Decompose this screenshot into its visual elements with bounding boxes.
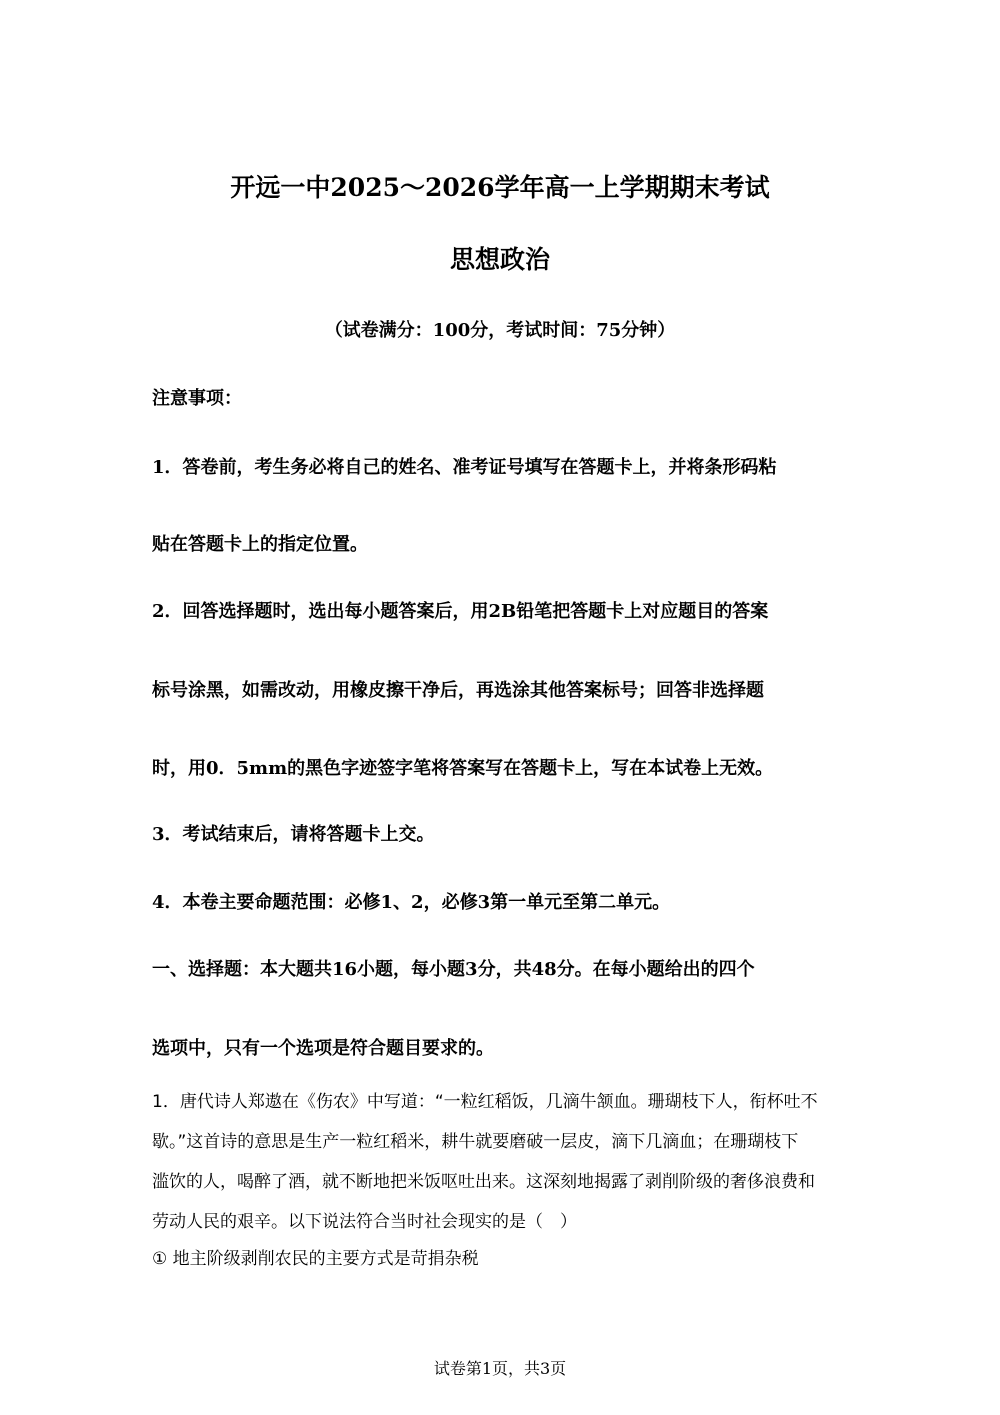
subject-title: 思想政治 bbox=[449, 245, 550, 274]
notice-line: 标号涂黑，如需改动，用橡皮擦干净后，再选涂其他答案标号；回答非选择题 bbox=[152, 680, 764, 701]
section-heading: 一、选择题：本大题共16小题，每小题3分，共48分。在每小题给出的四个 bbox=[152, 959, 755, 980]
notice-line: 3．考试结束后，请将答题卡上交。 bbox=[152, 824, 435, 845]
notice-line: 2．回答选择题时，选出每小题答案后，用2B铅笔把答题卡上对应题目的答案 bbox=[152, 601, 769, 622]
question-text: 滥饮的人，喝醉了酒，就不断地把米饭呕吐出来。这深刻地揭露了剥削阶级的奢侈浪费和 bbox=[152, 1172, 815, 1192]
question-option: ① 地主阶级剥削农民的主要方式是苛捐杂税 bbox=[152, 1249, 479, 1269]
notice-line: 4．本卷主要命题范围：必修1、2，必修3第一单元至第二单元。 bbox=[152, 892, 671, 913]
section-heading: 选项中，只有一个选项是符合题目要求的。 bbox=[152, 1038, 494, 1059]
notice-line: 贴在答题卡上的指定位置。 bbox=[152, 534, 368, 555]
exam-info: （试卷满分：100分，考试时间：75分钟） bbox=[324, 320, 676, 341]
question-text: 劳动人民的艰辛。以下说法符合当时社会现实的是（ ） bbox=[152, 1212, 577, 1232]
page-footer: 试卷第1页，共3页 bbox=[433, 1359, 567, 1378]
question-text: 1．唐代诗人郑遨在《伤农》中写道：“一粒红稻饭，几滴牛颔血。珊瑚枝下人，衔杯吐不 bbox=[152, 1092, 818, 1112]
notice-line: 1．答卷前，考生务必将自己的姓名、准考证号填写在答题卡上，并将条形码粘 bbox=[152, 457, 777, 478]
notice-line: 时，用0．5mm的黑色字迹签字笔将答案写在答题卡上，写在本试卷上无效。 bbox=[152, 758, 774, 779]
exam-title: 开远一中2025～2026学年高一上学期期末考试 bbox=[230, 173, 770, 202]
question-text: 歇。”这首诗的意思是生产一粒红稻米，耕牛就要磨破一层皮，滴下几滴血；在珊瑚枝下 bbox=[152, 1132, 799, 1152]
notice-heading: 注意事项： bbox=[152, 388, 242, 409]
